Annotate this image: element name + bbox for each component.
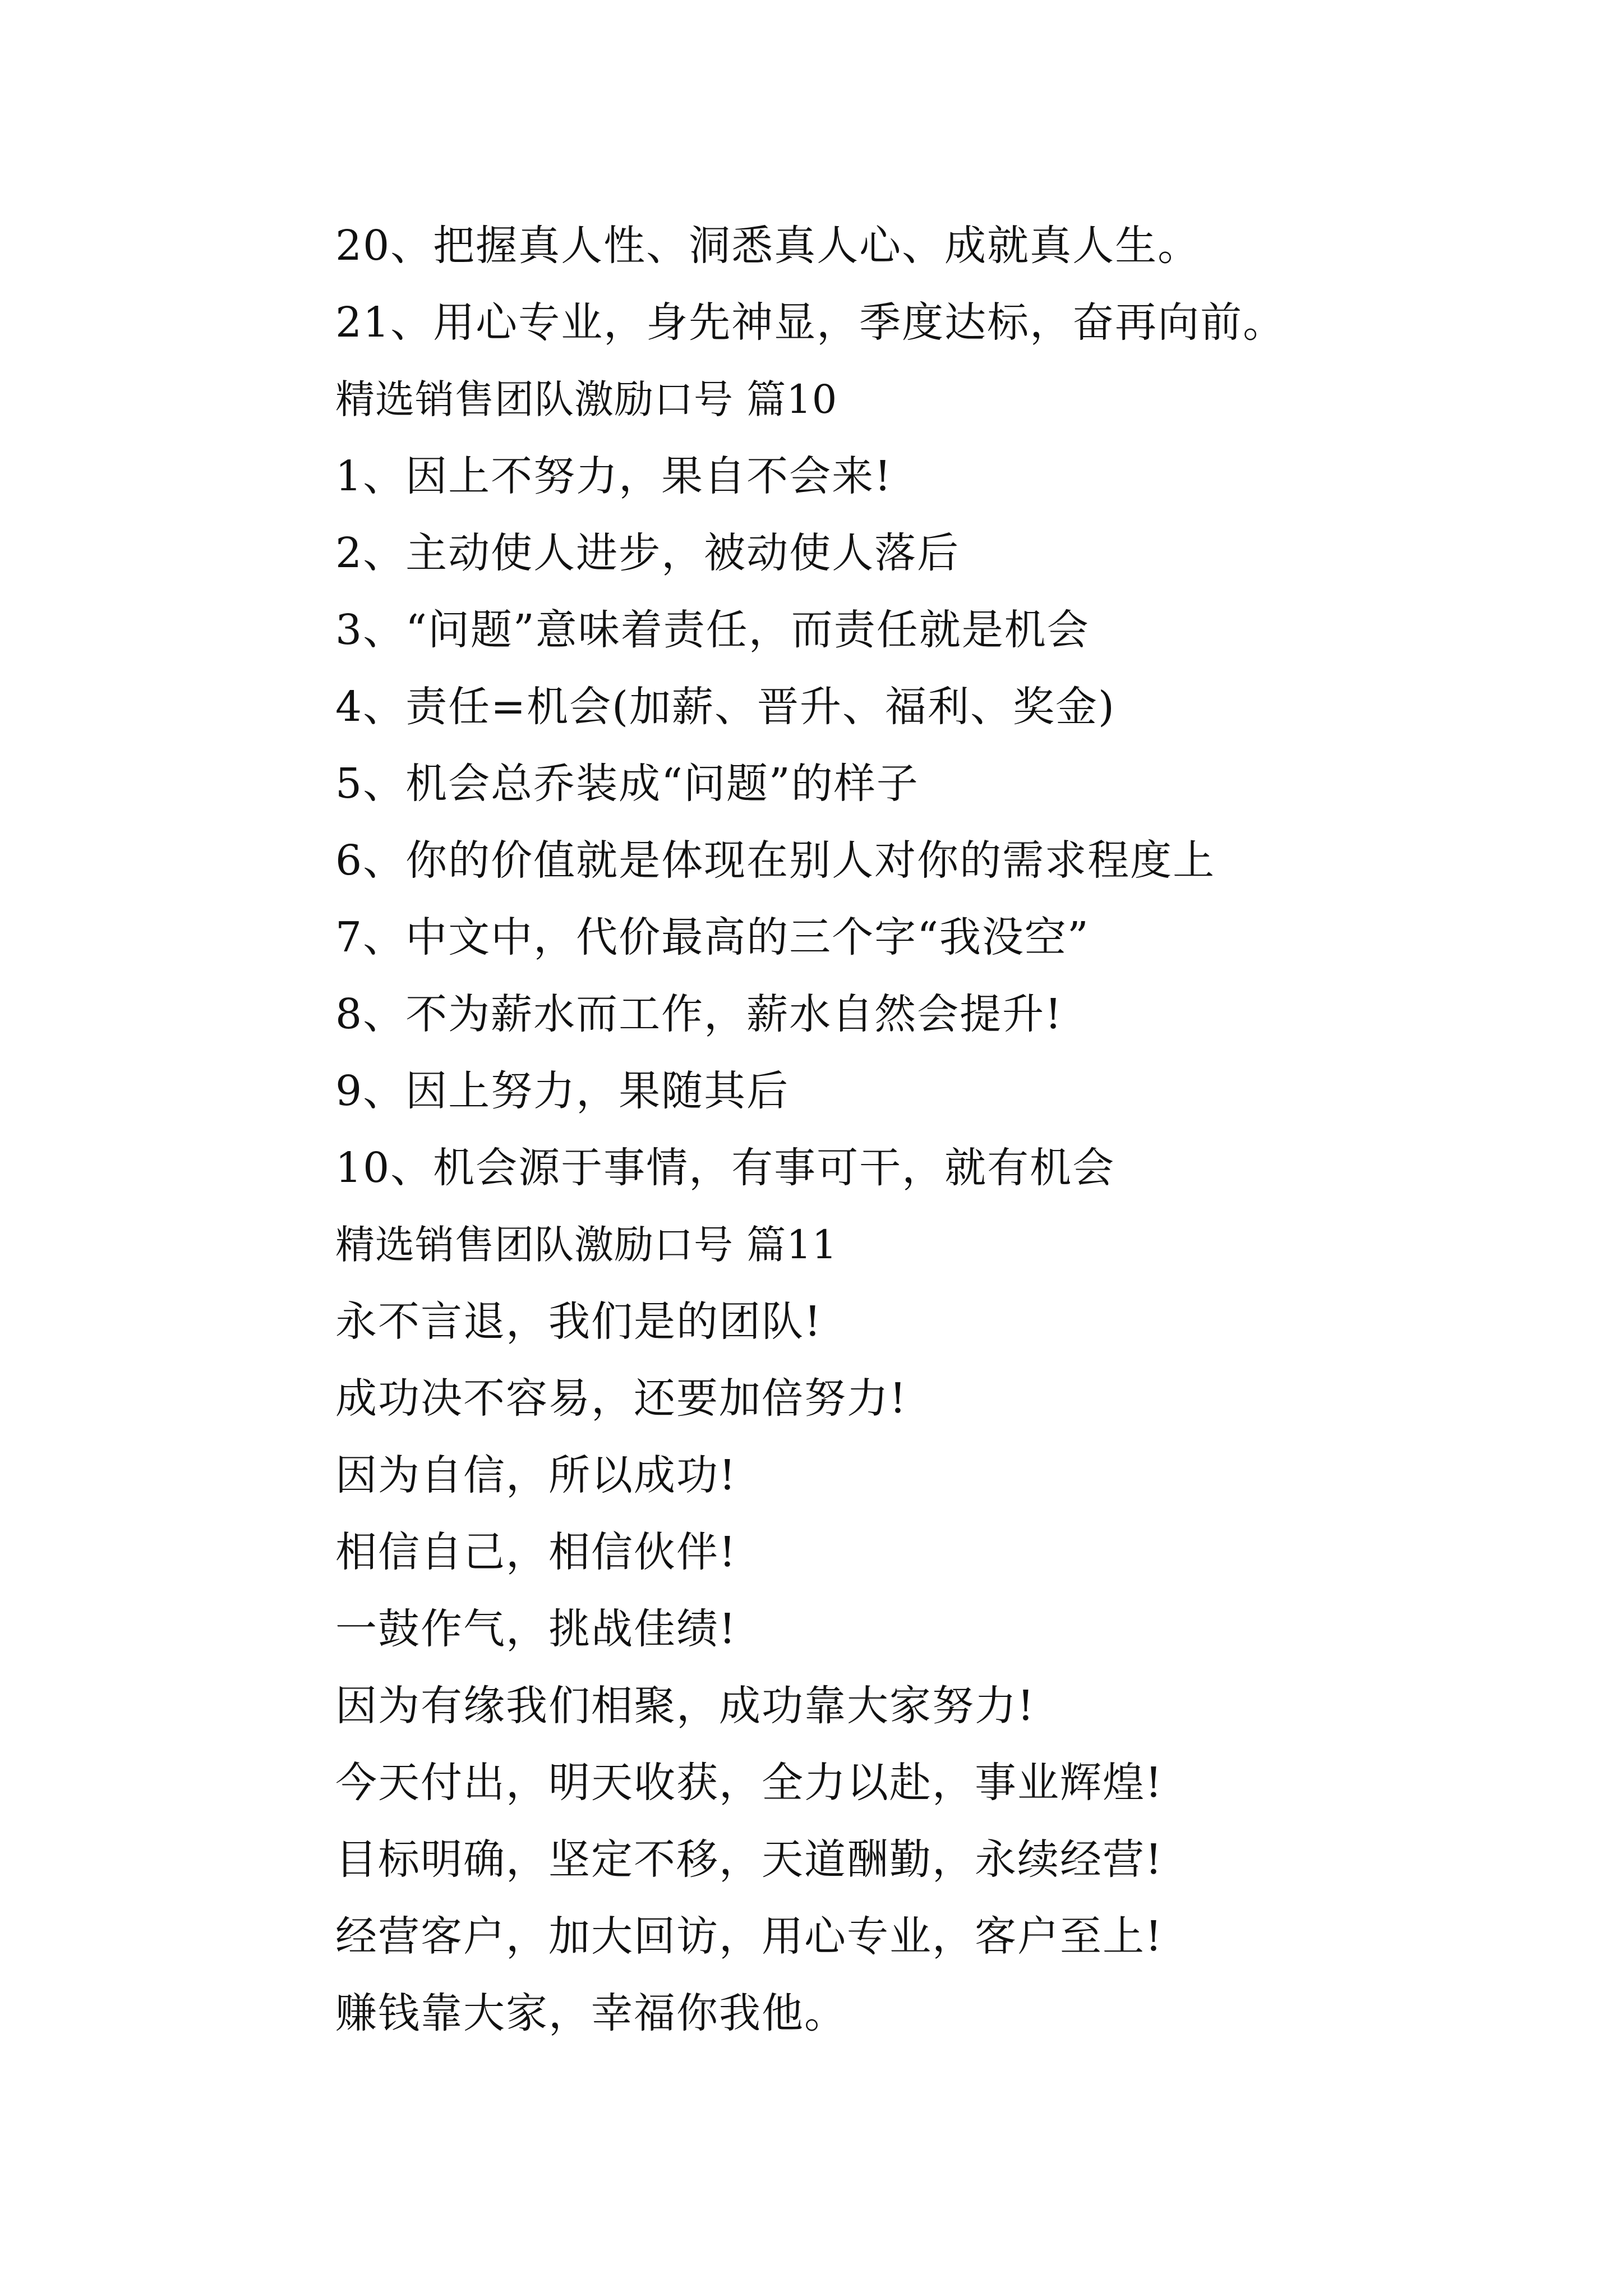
- slogan-line: 4、责任=机会(加薪、晋升、福利、奖金): [335, 683, 1115, 731]
- slogan-line: 今天付出，明天收获，全力以赴，事业辉煌!: [335, 1759, 1163, 1807]
- slogan-line: 2、主动使人进步，被动使人落后: [335, 529, 960, 577]
- slogan-line: 3、“问题”意味着责任，而责任就是机会: [335, 606, 1090, 654]
- slogan-line: 10、机会源于事情，有事可干，就有机会: [335, 1144, 1115, 1192]
- slogan-line: 相信自己，相信伙伴!: [335, 1528, 737, 1576]
- slogan-line: 目标明确，坚定不移，天道酬勤，永续经营!: [335, 1835, 1163, 1884]
- slogan-line: 20、把握真人性、洞悉真人心、成就真人生。: [335, 222, 1201, 270]
- document-body: [335, 208, 1485, 2052]
- slogan-line: 因为自信，所以成功!: [335, 1451, 737, 1499]
- slogan-line: 8、不为薪水而工作，薪水自然会提升!: [335, 990, 1063, 1038]
- slogan-line: 1、因上不努力，果自不会来!: [335, 452, 892, 500]
- slogan-line: 因为有缘我们相聚，成功靠大家努力!: [335, 1682, 1035, 1730]
- slogan-line: 一鼓作气，挑战佳绩!: [335, 1605, 737, 1653]
- slogan-line: 21、用心专业，身先神显，季度达标，奋再向前。: [335, 298, 1286, 347]
- section-heading: 精选销售团队激励口号 篇11: [335, 1222, 838, 1268]
- section-heading: 精选销售团队激励口号 篇10: [335, 376, 838, 422]
- slogan-line: 6、你的价值就是体现在别人对你的需求程度上: [335, 836, 1216, 885]
- slogan-line: 经营客户，加大回访，用心专业，客户至上!: [335, 1912, 1163, 1961]
- slogan-line: 赚钱靠大家，幸福你我他。: [335, 1989, 847, 2037]
- slogan-line: 9、因上努力，果随其后: [335, 1067, 790, 1115]
- slogan-line: 7、中文中，代价最高的三个字“我没空”: [335, 913, 1090, 961]
- slogan-line: 成功决不容易，还要加倍努力!: [335, 1374, 907, 1423]
- slogan-line: 5、机会总乔装成“问题”的样子: [335, 760, 919, 808]
- slogan-line: 永不言退，我们是的团队!: [335, 1297, 822, 1346]
